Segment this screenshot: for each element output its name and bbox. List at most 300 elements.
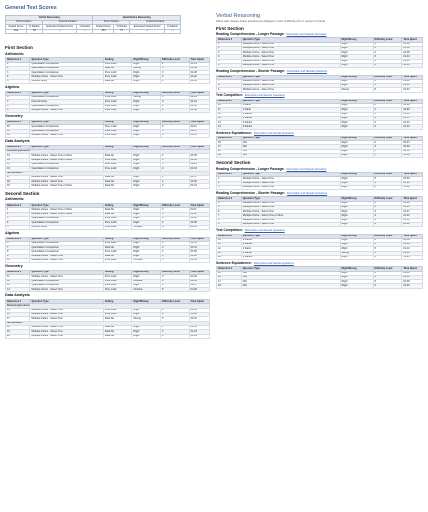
table-cell: Wrong bbox=[340, 251, 373, 255]
column-header: Time Spent bbox=[189, 237, 209, 241]
column-header: Time Spent bbox=[189, 91, 209, 95]
table-cell: Right bbox=[340, 243, 373, 247]
table-cell: 15 bbox=[217, 125, 242, 129]
table-cell: Right bbox=[132, 254, 161, 258]
table-cell: Right bbox=[132, 313, 161, 317]
table-cell: Numeric Entry bbox=[30, 225, 103, 229]
table-cell: 01:01 bbox=[189, 317, 209, 321]
table-cell: 00:54 bbox=[402, 149, 423, 153]
category-title: Reading Comprehension - Longer Passage: bbox=[216, 31, 285, 36]
table-cell: 01:21 bbox=[402, 214, 423, 218]
table-cell: 4 bbox=[373, 271, 402, 275]
table-cell: 10 bbox=[217, 103, 242, 107]
table-cell: Multiple-choice - Select One bbox=[241, 42, 340, 46]
table-cell: 00:42 bbox=[189, 313, 209, 317]
table-cell: Right bbox=[340, 255, 373, 259]
table-cell: Right bbox=[132, 79, 161, 83]
table-cell: 01:34 bbox=[402, 88, 423, 92]
table-cell: Quantitative Comparison bbox=[30, 250, 103, 254]
table-cell: Right bbox=[132, 208, 161, 212]
column-header: Setting bbox=[103, 91, 132, 95]
table-cell: 3 bbox=[161, 66, 190, 70]
table-cell: Right bbox=[132, 275, 161, 279]
table-cell: 01:35 bbox=[189, 154, 209, 158]
description-link[interactable]: Description and Sample Questions bbox=[287, 70, 328, 74]
score-value: 151 bbox=[6, 29, 27, 34]
table-cell: 01:22 bbox=[189, 254, 209, 258]
table-cell: 7 bbox=[217, 214, 242, 218]
table-cell: 1 bbox=[373, 42, 402, 46]
quant-current-label: Current Content bbox=[130, 20, 181, 25]
column-header: Setting bbox=[103, 237, 132, 241]
table-cell: Multiple-choice - Select One or More bbox=[30, 212, 103, 216]
table-cell: 7 bbox=[6, 100, 30, 104]
table-cell: N/A bbox=[241, 280, 340, 284]
table-cell: Right bbox=[340, 223, 373, 227]
table-cell: 6 bbox=[6, 241, 30, 245]
table-cell: 4 bbox=[161, 133, 190, 137]
rc-short-questions-table bbox=[216, 196, 423, 227]
table-cell: 15 bbox=[217, 271, 242, 275]
column-header: Right/Wrong bbox=[132, 91, 161, 95]
table-cell: 1 blank bbox=[241, 247, 340, 251]
column-header: Time Spent bbox=[189, 300, 209, 304]
column-header: Reference # bbox=[217, 267, 242, 271]
category-title: Text Completion: bbox=[216, 228, 243, 233]
table-cell: 4 bbox=[161, 279, 190, 283]
column-header: Time Spent bbox=[189, 271, 209, 275]
table-cell: 02:03 bbox=[189, 279, 209, 283]
table-cell: Real life bbox=[103, 154, 132, 158]
table-cell: 01:10 bbox=[402, 59, 423, 63]
column-header: Setting bbox=[103, 58, 132, 62]
rc-long-questions-table bbox=[216, 37, 423, 68]
rc-short-heading bbox=[216, 70, 423, 74]
table-cell: Right bbox=[132, 221, 161, 225]
table-cell: 14 bbox=[6, 158, 30, 162]
table-cell: Real life bbox=[103, 79, 132, 83]
table-cell: 01:12 bbox=[402, 121, 423, 125]
table-cell: 01:43 bbox=[189, 325, 209, 329]
table-cell: N/A bbox=[241, 154, 340, 158]
column-header: Question Type bbox=[30, 300, 103, 304]
table-cell: 4 bbox=[373, 275, 402, 279]
table-cell: 3 bbox=[161, 275, 190, 279]
table-cell: 01:34 bbox=[189, 184, 209, 188]
table-cell: Right bbox=[340, 112, 373, 116]
table-cell: Right bbox=[132, 104, 161, 108]
text-completion-heading bbox=[216, 94, 423, 98]
table-row bbox=[6, 334, 210, 338]
column-header: Reference # bbox=[6, 237, 30, 241]
table-cell: 01:46 bbox=[189, 259, 209, 263]
table-cell: 2 blanks bbox=[241, 112, 340, 116]
table-cell: Quantitative Comparison bbox=[30, 71, 103, 75]
table-row bbox=[6, 79, 210, 83]
table-cell: 01:26 bbox=[402, 201, 423, 205]
table-cell: 02:11 bbox=[189, 125, 209, 129]
column-header: Right/Wrong bbox=[132, 204, 161, 208]
table-cell: Omitted bbox=[132, 225, 161, 229]
table-cell: 12 bbox=[217, 247, 242, 251]
column-header: Time Spent bbox=[402, 38, 423, 42]
table-cell: Right bbox=[340, 108, 373, 112]
description-link[interactable]: Description and Sample Questions bbox=[244, 94, 285, 98]
table-cell: 18 bbox=[6, 180, 30, 184]
table-cell: 2 bbox=[373, 103, 402, 107]
table-cell: Pure math bbox=[103, 62, 132, 66]
table-cell: Multiple-choice - Select One bbox=[30, 334, 103, 338]
table-cell: 17 bbox=[6, 175, 30, 179]
table-cell: 20 bbox=[6, 334, 30, 338]
column-header: Difficulty Level bbox=[161, 91, 190, 95]
table-cell: 01:22 bbox=[189, 75, 209, 79]
table-cell: 3 bbox=[217, 185, 242, 189]
table-cell: 3 bbox=[373, 201, 402, 205]
quant-prior-label: Prior Content bbox=[93, 20, 130, 25]
table-cell: 9 bbox=[6, 108, 30, 112]
table-cell: Right bbox=[340, 205, 373, 209]
table-cell: Omitted bbox=[132, 279, 161, 283]
text-completion-questions-table bbox=[216, 234, 423, 261]
table-cell: 00:57 bbox=[189, 129, 209, 133]
table-cell: 4 bbox=[161, 334, 190, 338]
table-cell: 01:02 bbox=[189, 308, 209, 312]
table-cell: Wrong bbox=[132, 96, 161, 100]
column-header: Right/Wrong bbox=[132, 58, 161, 62]
table-cell: 5 bbox=[373, 284, 402, 288]
description-link[interactable]: Description and Sample Questions bbox=[287, 191, 328, 195]
column-header: Difficulty Level bbox=[161, 204, 190, 208]
table-cell: Right bbox=[132, 175, 161, 179]
table-cell: 01:55 bbox=[402, 46, 423, 50]
table-cell: Right bbox=[340, 103, 373, 107]
column-header: Difficulty Level bbox=[161, 300, 190, 304]
table-cell: 01:52 bbox=[189, 104, 209, 108]
algebra-heading: Algebra bbox=[5, 85, 20, 90]
table-cell: 02:09 bbox=[189, 158, 209, 162]
column-header: Question Type bbox=[241, 38, 340, 42]
table-cell: Pure math bbox=[103, 313, 132, 317]
table-cell: 01:06 bbox=[402, 51, 423, 55]
col-percentile: % Rankin bbox=[77, 25, 93, 30]
table-cell: 3 bbox=[161, 129, 190, 133]
table-cell: Multiple-choice - Select One bbox=[241, 223, 340, 227]
table-cell: Real life bbox=[103, 208, 132, 212]
table-cell: Right bbox=[340, 125, 373, 129]
score-value: 154 bbox=[93, 29, 114, 34]
table-cell: 3 bbox=[373, 154, 402, 158]
sentence-eq-heading bbox=[216, 262, 423, 266]
table-cell: 4 bbox=[217, 201, 242, 205]
table-cell: Right bbox=[132, 308, 161, 312]
sentence-eq-heading bbox=[216, 132, 423, 136]
table-cell: 13 bbox=[6, 283, 30, 287]
description-link[interactable]: Description and Sample Questions bbox=[286, 167, 327, 171]
table-cell: Multiple-choice - Select One bbox=[30, 75, 103, 79]
category-title: Text Completion: bbox=[216, 93, 243, 98]
band-label: Discrete Questions bbox=[6, 304, 210, 308]
table-cell: Pure math bbox=[103, 308, 132, 312]
table-cell: N/A bbox=[241, 149, 340, 153]
band-label: Set Members bbox=[6, 171, 210, 175]
table-cell: 01:43 bbox=[402, 55, 423, 59]
table-cell: 5 bbox=[373, 125, 402, 129]
text-completion-heading bbox=[216, 229, 423, 233]
text-completion-questions-table bbox=[216, 99, 423, 130]
col-estimated: Estimated Scaled Score bbox=[42, 25, 77, 30]
table-cell: 9 bbox=[6, 254, 30, 258]
table-cell: 4 bbox=[373, 218, 402, 222]
column-header: Question Type bbox=[241, 99, 340, 103]
table-cell: 17 bbox=[217, 280, 242, 284]
table-cell: Multiple-choice - Select One bbox=[241, 51, 340, 55]
table-cell: 01:19 bbox=[402, 64, 423, 68]
table-cell: 3 blanks bbox=[241, 251, 340, 255]
description-link[interactable]: Description and Sample Questions bbox=[286, 32, 327, 36]
table-cell: 00:39 bbox=[402, 238, 423, 242]
column-header: Question Type bbox=[30, 91, 103, 95]
table-cell: 5 bbox=[161, 225, 190, 229]
table-cell: 1 bbox=[217, 177, 242, 181]
table-cell: Right bbox=[132, 158, 161, 162]
table-cell: 3 bbox=[161, 100, 190, 104]
column-header: Difficulty Level bbox=[161, 237, 190, 241]
column-header: Reference # bbox=[217, 38, 242, 42]
table-cell: Multiple-choice - Select One bbox=[241, 55, 340, 59]
table-cell: 2 bbox=[373, 108, 402, 112]
description-link[interactable]: Description and Sample Questions bbox=[244, 229, 285, 233]
column-header: Right/Wrong bbox=[340, 173, 373, 177]
table-cell: 01:16 bbox=[189, 167, 209, 171]
table-cell: Right bbox=[340, 79, 373, 83]
table-cell: Quantitative Comparison bbox=[30, 162, 103, 166]
column-header: Setting bbox=[103, 145, 132, 149]
table-cell: 5 bbox=[373, 247, 402, 251]
table-cell: 3 bbox=[161, 96, 190, 100]
table-cell: 10 bbox=[217, 238, 242, 242]
table-cell: 01:23 bbox=[189, 330, 209, 334]
table-cell: Pure math bbox=[103, 133, 132, 137]
first-section-heading: First Section bbox=[5, 45, 33, 50]
table-cell: Real life bbox=[103, 330, 132, 334]
rc-short-heading bbox=[216, 192, 423, 196]
table-cell: 19 bbox=[6, 184, 30, 188]
table-cell: 4 bbox=[161, 167, 190, 171]
table-cell: Right bbox=[132, 250, 161, 254]
description-link[interactable]: Description and Sample Questions bbox=[253, 262, 294, 265]
table-cell: 01:22 bbox=[402, 185, 423, 189]
table-cell: 14 bbox=[217, 121, 242, 125]
column-header: Reference # bbox=[217, 173, 242, 177]
table-cell: 11 bbox=[217, 108, 242, 112]
table-cell: 2 bbox=[373, 141, 402, 145]
table-cell: 4 bbox=[373, 223, 402, 227]
table-cell: 01:06 bbox=[402, 42, 423, 46]
table-cell: 11 bbox=[217, 243, 242, 247]
column-header: Difficulty Level bbox=[161, 145, 190, 149]
table-cell: 5 bbox=[217, 59, 242, 63]
table-cell: Quantitative Comparison bbox=[30, 62, 103, 66]
table-cell: Right bbox=[340, 154, 373, 158]
table-cell: 3 bbox=[161, 246, 190, 250]
table-cell: Wrong bbox=[340, 88, 373, 92]
table-cell: Right bbox=[132, 71, 161, 75]
verbal-column bbox=[216, 14, 423, 290]
table-cell: 2 bbox=[217, 46, 242, 50]
arithmetic-heading: Arithmetic bbox=[5, 51, 24, 56]
table-cell: Multiple-choice - Select One bbox=[241, 64, 340, 68]
column-header: Question Type bbox=[30, 271, 103, 275]
table-cell: Multiple-choice - Select One bbox=[241, 205, 340, 209]
table-cell: 01:38 bbox=[189, 108, 209, 112]
table-row bbox=[217, 255, 423, 259]
table-cell: Multiple-choice - Select One or More bbox=[30, 154, 103, 158]
geometry-heading: Geometry bbox=[5, 264, 23, 269]
table-cell: 01:43 bbox=[402, 255, 423, 259]
table-cell: Pure math bbox=[103, 162, 132, 166]
column-header: Setting bbox=[103, 121, 132, 125]
table-cell: Multiple-choice - Select One bbox=[241, 46, 340, 50]
table-cell: 4 bbox=[161, 108, 190, 112]
table-cell: Multiple-choice - Select One or More bbox=[30, 184, 103, 188]
table-cell: 00:46 bbox=[402, 108, 423, 112]
table-cell: 11 bbox=[6, 129, 30, 133]
table-cell: Multiple-choice - Select One bbox=[30, 288, 103, 292]
table-cell: Right bbox=[132, 154, 161, 158]
table-cell: Right bbox=[340, 214, 373, 218]
sentence-eq-questions-table bbox=[216, 136, 423, 158]
table-cell: Right bbox=[132, 330, 161, 334]
table-cell: Multiple-choice - Select One bbox=[30, 317, 103, 321]
table-cell: Right bbox=[132, 241, 161, 245]
table-cell: 8 bbox=[6, 250, 30, 254]
column-header: Right/Wrong bbox=[340, 267, 373, 271]
table-cell: Pure math bbox=[103, 216, 132, 220]
table-cell: Pure math bbox=[103, 275, 132, 279]
table-cell: Right bbox=[132, 334, 161, 338]
table-cell: Quantitative Comparison bbox=[30, 167, 103, 171]
table-cell: Omitted bbox=[132, 259, 161, 263]
table-cell: Numeric Entry bbox=[30, 79, 103, 83]
table-cell: 18 bbox=[217, 284, 242, 288]
table-cell: Right bbox=[132, 212, 161, 216]
table-cell: 3 bbox=[161, 208, 190, 212]
table-cell: Pure math bbox=[103, 71, 132, 75]
table-cell: Right bbox=[132, 167, 161, 171]
table-cell: 00:39 bbox=[402, 145, 423, 149]
table-cell: Right bbox=[340, 55, 373, 59]
table-cell: N/A bbox=[241, 141, 340, 145]
table-cell: 01:43 bbox=[189, 79, 209, 83]
table-cell: 2 bbox=[6, 66, 30, 70]
table-cell: 4 bbox=[373, 84, 402, 88]
table-cell: Multiple-choice - Select One bbox=[30, 108, 103, 112]
category-title: Sentence Equivalence: bbox=[216, 261, 252, 265]
table-cell: 4 bbox=[161, 330, 190, 334]
table-cell: 01:45 bbox=[189, 180, 209, 184]
column-header: Reference # bbox=[217, 99, 242, 103]
description-link[interactable]: Description and Sample Questions bbox=[253, 131, 294, 135]
table-cell: Right bbox=[340, 185, 373, 189]
table-cell: 1 bbox=[217, 42, 242, 46]
data-heading: Data Analysis bbox=[5, 293, 30, 298]
table-cell: 5 bbox=[217, 205, 242, 209]
table-cell: 4 bbox=[373, 121, 402, 125]
table-cell: Multiple-choice - Select One bbox=[241, 218, 340, 222]
band-label: Discrete Questions bbox=[6, 150, 210, 154]
table-cell: Right bbox=[340, 210, 373, 214]
table-cell: Multiple-choice - Select One or More bbox=[30, 208, 103, 212]
table-cell: Multiple-choice - Select One bbox=[241, 177, 340, 181]
table-cell: 4 bbox=[161, 180, 190, 184]
table-cell: 15 bbox=[6, 308, 30, 312]
table-cell: Right bbox=[132, 216, 161, 220]
table-cell: 4 bbox=[373, 64, 402, 68]
table-cell: 00:12 bbox=[402, 103, 423, 107]
table-cell: 01:06 bbox=[402, 154, 423, 158]
table-cell: 3 bbox=[161, 158, 190, 162]
table-cell: Real life bbox=[103, 246, 132, 250]
table-cell: 01:16 bbox=[402, 243, 423, 247]
column-header: Difficulty Level bbox=[373, 75, 402, 79]
column-header: Reference # bbox=[6, 204, 30, 208]
table-cell: Right bbox=[340, 218, 373, 222]
col-scaled: Scaled Score bbox=[93, 25, 114, 30]
score-value: — bbox=[42, 29, 77, 34]
table-cell: 4 bbox=[161, 254, 190, 258]
table-cell: 8 bbox=[217, 218, 242, 222]
table-cell: Right bbox=[132, 125, 161, 129]
table-row bbox=[217, 64, 423, 68]
column-header: Difficulty Level bbox=[373, 197, 402, 201]
column-header: Time Spent bbox=[402, 75, 423, 79]
table-cell: 12 bbox=[6, 279, 30, 283]
table-cell: Pure math bbox=[103, 125, 132, 129]
table-cell: 10 bbox=[6, 125, 30, 129]
table-cell: 5 bbox=[373, 251, 402, 255]
table-cell: 02:09 bbox=[189, 96, 209, 100]
table-cell: Quantitative Comparison bbox=[30, 279, 103, 283]
column-header: Reference # bbox=[6, 271, 30, 275]
table-cell: 01:04 bbox=[402, 284, 423, 288]
table-cell: Pure math bbox=[103, 108, 132, 112]
col-percentile: % Rankin bbox=[164, 25, 180, 30]
data-questions-table bbox=[5, 299, 210, 339]
table-cell: 00:52 bbox=[189, 225, 209, 229]
table-cell: 1 blank bbox=[241, 108, 340, 112]
table-cell: Right bbox=[340, 141, 373, 145]
table-cell: 14 bbox=[6, 288, 30, 292]
table-cell: 2 bbox=[373, 51, 402, 55]
table-cell: 01:41 bbox=[402, 181, 423, 185]
column-header: Time Spent bbox=[402, 267, 423, 271]
table-cell: 01:09 bbox=[402, 280, 423, 284]
column-header: Time Spent bbox=[189, 121, 209, 125]
table-cell: Real life bbox=[103, 184, 132, 188]
table-row bbox=[217, 125, 423, 129]
col-percentile: % Rankin bbox=[26, 25, 42, 30]
table-cell: 00:57 bbox=[402, 116, 423, 120]
table-cell: Multiple-choice - Select One bbox=[30, 275, 103, 279]
table-cell: 6 bbox=[6, 96, 30, 100]
table-cell: 3 bbox=[373, 149, 402, 153]
table-cell: 3 bbox=[217, 51, 242, 55]
table-cell: 1 blank bbox=[241, 103, 340, 107]
table-cell: 3 bbox=[161, 71, 190, 75]
table-cell: Pure math bbox=[103, 225, 132, 229]
table-cell: Pure math bbox=[103, 250, 132, 254]
